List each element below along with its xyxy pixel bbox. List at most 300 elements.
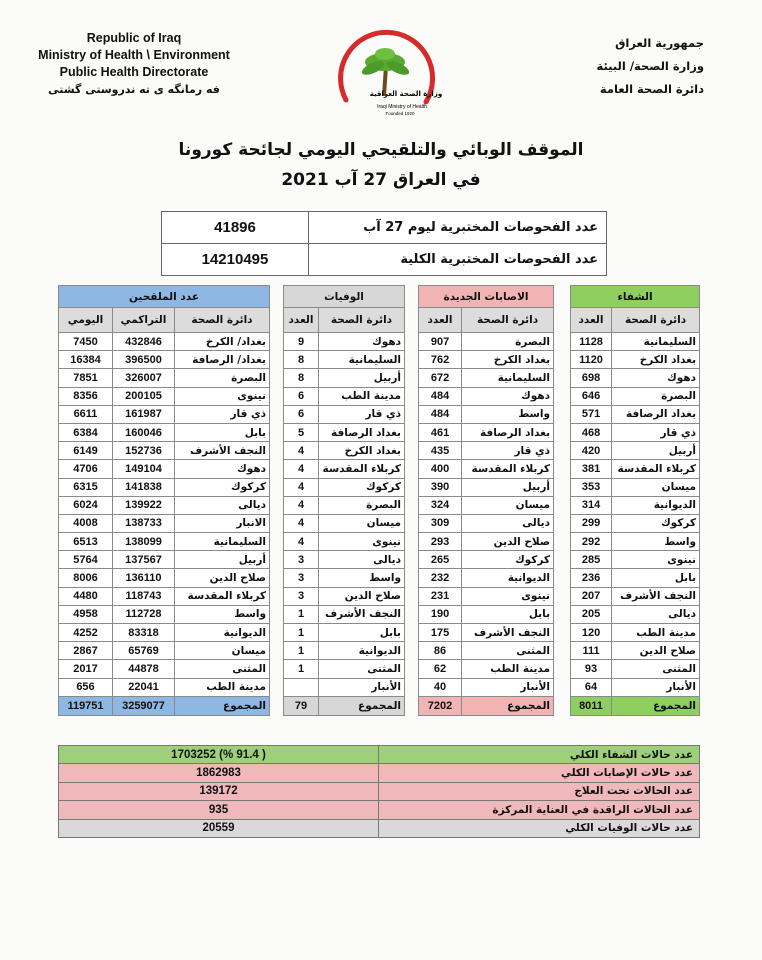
count-value: 4 (284, 514, 319, 532)
count-value: 152736 (113, 442, 175, 460)
directorate-name: البصرة (462, 333, 554, 351)
table-row (59, 496, 270, 514)
count-value: 236 (571, 569, 612, 587)
table-row (419, 423, 554, 441)
summary-label: عدد الحالات تحت العلاج (379, 782, 700, 800)
table-row (419, 624, 554, 642)
directorate-name: نينوى (175, 387, 270, 405)
summary-table (58, 745, 700, 838)
total-value: 3259077 (113, 696, 175, 715)
count-value: 7450 (59, 333, 113, 351)
count-value: 461 (419, 423, 462, 441)
table-row (284, 551, 405, 569)
directorate-name: مدينة الطب (175, 678, 270, 696)
deaths-total-row (284, 696, 405, 715)
tests-value: 14210495 (162, 244, 309, 276)
count-value: 7851 (59, 369, 113, 387)
count-value: 3 (284, 569, 319, 587)
table-row (59, 533, 270, 551)
count-value: 160046 (113, 423, 175, 441)
table-row (284, 642, 405, 660)
count-value: 3 (284, 587, 319, 605)
table-row (59, 369, 270, 387)
directorate-name: كربلاء المقدسة (462, 460, 554, 478)
count-value: 4 (284, 460, 319, 478)
directorate-name: السليمانية (319, 351, 405, 369)
table-row (571, 442, 700, 460)
header-en-line: Public Health Directorate (59, 65, 209, 79)
count-value: 5764 (59, 551, 113, 569)
directorate-name: ميسان (175, 642, 270, 660)
deaths-header-row (284, 308, 405, 333)
count-value: 137567 (113, 551, 175, 569)
count-value: 292 (571, 533, 612, 551)
directorate-name: بابل (175, 423, 270, 441)
table-row (571, 369, 700, 387)
table-row (59, 642, 270, 660)
logo-english-text: Iraqi Ministry of Health (377, 104, 427, 110)
directorate-name: بابل (612, 569, 700, 587)
count-value: 309 (419, 514, 462, 532)
new-cases-table (418, 285, 554, 716)
count-value: 907 (419, 333, 462, 351)
directorate-name: كربلاء المقدسة (319, 460, 405, 478)
count-value: 1120 (571, 351, 612, 369)
count-value: 646 (571, 387, 612, 405)
directorate-name: ميسان (462, 496, 554, 514)
directorate-name: كركوك (612, 514, 700, 532)
table-row (571, 478, 700, 496)
directorate-name: دهوك (175, 460, 270, 478)
header-en-line: Ministry of Health \ Environment (38, 48, 230, 62)
count-value (284, 678, 319, 696)
directorate-name: دهوك (462, 387, 554, 405)
table-row (571, 551, 700, 569)
total-label: المجموع (462, 696, 554, 715)
directorate-name: دهوك (612, 369, 700, 387)
summary-label: عدد حالات الإصابات الكلي (379, 764, 700, 782)
table-row (284, 442, 405, 460)
directorate-name: الديوانية (462, 569, 554, 587)
directorate-name: ذي قار (462, 442, 554, 460)
directorate-name: النجف الأشرف (612, 587, 700, 605)
summary-value: ( 91.4 %) 1703252 (59, 746, 379, 764)
directorate-name: واسط (319, 569, 405, 587)
directorate-name: البصرة (175, 369, 270, 387)
column-header: اليومي (59, 308, 113, 333)
directorate-name: أربيل (319, 369, 405, 387)
count-value: 265 (419, 551, 462, 569)
directorate-name: أربيل (175, 551, 270, 569)
tests-label: عدد الفحوصات المختبرية الكلية (309, 244, 607, 276)
count-value: 6611 (59, 405, 113, 423)
count-value: 698 (571, 369, 612, 387)
table-row (419, 605, 554, 623)
count-value: 4480 (59, 587, 113, 605)
count-value: 484 (419, 405, 462, 423)
directorate-name: مدينة الطب (612, 624, 700, 642)
table-row (284, 351, 405, 369)
tests-row (162, 212, 607, 244)
table-row (571, 351, 700, 369)
count-value: 149104 (113, 460, 175, 478)
count-value: 16384 (59, 351, 113, 369)
table-row (284, 587, 405, 605)
summary-row (59, 746, 700, 764)
table-row (59, 351, 270, 369)
directorate-name: المثنى (175, 660, 270, 678)
directorate-name: الانبار (175, 514, 270, 532)
count-value: 136110 (113, 569, 175, 587)
table-row (284, 423, 405, 441)
directorate-name: ذي قار (612, 423, 700, 441)
count-value: 400 (419, 460, 462, 478)
table-row (284, 333, 405, 351)
directorate-name: نينوى (462, 587, 554, 605)
table-row (571, 405, 700, 423)
ministry-logo-icon (318, 18, 448, 128)
table-row (59, 660, 270, 678)
directorate-name: الديوانية (175, 624, 270, 642)
count-value: 190 (419, 605, 462, 623)
directorate-name: مدينة الطب (462, 660, 554, 678)
table-row (284, 605, 405, 623)
header-english (34, 30, 234, 98)
directorate-name: المثنى (319, 660, 405, 678)
header-ar-line: وزارة الصحة/ البيئة (596, 59, 704, 73)
count-value: 138733 (113, 514, 175, 532)
count-value: 1 (284, 605, 319, 623)
count-value: 161987 (113, 405, 175, 423)
table-row (419, 496, 554, 514)
directorate-name: الأنبار (612, 678, 700, 696)
table-row (284, 624, 405, 642)
directorate-name: نينوى (612, 551, 700, 569)
table-row (284, 678, 405, 696)
directorate-name: المثنى (462, 642, 554, 660)
summary-label: عدد حالات الشفاء الكلي (379, 746, 700, 764)
table-row (571, 660, 700, 678)
table-row (284, 533, 405, 551)
logo-founded-text: Founded 1920 (385, 111, 415, 116)
deaths-title-row (284, 286, 405, 308)
table-row (59, 551, 270, 569)
table-row (419, 478, 554, 496)
cases-title-row (419, 286, 554, 308)
table-row (284, 460, 405, 478)
table-row (419, 387, 554, 405)
vaccinated-title: عدد الملقحين (59, 286, 270, 308)
summary-row (59, 819, 700, 837)
table-row (571, 605, 700, 623)
count-value: 6024 (59, 496, 113, 514)
directorate-name: الأنبار (319, 678, 405, 696)
count-value: 4 (284, 442, 319, 460)
table-row (419, 678, 554, 696)
directorate-name: السليمانية (612, 333, 700, 351)
count-value: 4 (284, 478, 319, 496)
directorate-name: ميسان (612, 478, 700, 496)
table-row (284, 387, 405, 405)
count-value: 118743 (113, 587, 175, 605)
column-header: دائرة الصحة (612, 308, 700, 333)
count-value: 5 (284, 423, 319, 441)
count-value: 326007 (113, 369, 175, 387)
total-label: المجموع (319, 696, 405, 715)
table-row (419, 369, 554, 387)
total-label: المجموع (175, 696, 270, 715)
count-value: 138099 (113, 533, 175, 551)
header-en-line: Republic of Iraq (86, 31, 182, 45)
directorate-name: ديالى (175, 496, 270, 514)
count-value: 86 (419, 642, 462, 660)
table-row (59, 423, 270, 441)
count-value: 6513 (59, 533, 113, 551)
table-row (284, 660, 405, 678)
count-value: 420 (571, 442, 612, 460)
table-row (59, 587, 270, 605)
count-value: 141838 (113, 478, 175, 496)
table-row (419, 405, 554, 423)
lab-tests-table (161, 211, 607, 276)
count-value: 1128 (571, 333, 612, 351)
table-row (59, 514, 270, 532)
count-value: 8 (284, 351, 319, 369)
total-value: 8011 (571, 696, 612, 715)
count-value: 432846 (113, 333, 175, 351)
directorate-name: بغداد/ الكرخ (175, 333, 270, 351)
count-value: 9 (284, 333, 319, 351)
table-row (571, 460, 700, 478)
count-value: 571 (571, 405, 612, 423)
column-header: التراكمي (113, 308, 175, 333)
directorate-name: النجف الأشرف (462, 624, 554, 642)
summary-label: عدد حالات الوفيات الكلي (379, 819, 700, 837)
cases-title: الاصابات الجديدة (419, 286, 554, 308)
table-row (59, 405, 270, 423)
count-value: 6315 (59, 478, 113, 496)
table-row (419, 642, 554, 660)
column-header: العدد (571, 308, 612, 333)
table-row (419, 660, 554, 678)
directorate-name: ميسان (319, 514, 405, 532)
total-label: المجموع (612, 696, 700, 715)
table-row (59, 478, 270, 496)
table-row (284, 496, 405, 514)
total-value: 7202 (419, 696, 462, 715)
count-value: 93 (571, 660, 612, 678)
directorate-name: الديوانية (319, 642, 405, 660)
directorate-name: واسط (175, 605, 270, 623)
summary-row (59, 782, 700, 800)
count-value: 484 (419, 387, 462, 405)
column-header: دائرة الصحة (319, 308, 405, 333)
directorate-name: صلاح الدين (612, 642, 700, 660)
count-value: 4252 (59, 624, 113, 642)
directorate-name: كربلاء المقدسة (612, 460, 700, 478)
directorate-name: كربلاء المقدسة (175, 587, 270, 605)
count-value: 1 (284, 660, 319, 678)
cases-header-row (419, 308, 554, 333)
count-value: 8356 (59, 387, 113, 405)
count-value: 232 (419, 569, 462, 587)
directorate-name: بغداد/ الرصافة (175, 351, 270, 369)
count-value: 2017 (59, 660, 113, 678)
recovered-total-row (571, 696, 700, 715)
count-value: 381 (571, 460, 612, 478)
recovered-title: الشفاء (571, 286, 700, 308)
table-row (419, 587, 554, 605)
count-value: 285 (571, 551, 612, 569)
column-header: العدد (284, 308, 319, 333)
directorate-name: السليمانية (462, 369, 554, 387)
count-value: 44878 (113, 660, 175, 678)
tests-label: عدد الفحوصات المختبرية ليوم 27 آب (309, 212, 607, 244)
table-row (419, 442, 554, 460)
directorate-name: ديالى (462, 514, 554, 532)
directorate-name: بغداد الرصافة (612, 405, 700, 423)
count-value: 112728 (113, 605, 175, 623)
column-header: دائرة الصحة (175, 308, 270, 333)
table-row (571, 624, 700, 642)
table-row (59, 442, 270, 460)
directorate-name: النجف الأشرف (319, 605, 405, 623)
directorate-name: واسط (462, 405, 554, 423)
count-value: 207 (571, 587, 612, 605)
count-value: 139922 (113, 496, 175, 514)
directorate-name: بغداد الكرخ (462, 351, 554, 369)
count-value: 4958 (59, 605, 113, 623)
table-row (284, 478, 405, 496)
count-value: 6 (284, 387, 319, 405)
table-row (419, 569, 554, 587)
summary-value: 139172 (59, 782, 379, 800)
table-row (571, 514, 700, 532)
count-value: 200105 (113, 387, 175, 405)
table-row (59, 569, 270, 587)
table-row (59, 333, 270, 351)
table-row (419, 514, 554, 532)
directorate-name: بابل (462, 605, 554, 623)
table-row (571, 496, 700, 514)
logo-arabic-text: وزارة الصحة العراقية (369, 90, 443, 98)
table-row (571, 642, 700, 660)
table-row (571, 587, 700, 605)
total-value: 79 (284, 696, 319, 715)
table-row (419, 351, 554, 369)
directorate-name: بغداد الرصافة (462, 423, 554, 441)
count-value: 672 (419, 369, 462, 387)
table-row (571, 423, 700, 441)
table-row (419, 333, 554, 351)
count-value: 4008 (59, 514, 113, 532)
count-value: 353 (571, 478, 612, 496)
count-value: 175 (419, 624, 462, 642)
table-row (284, 369, 405, 387)
total-value: 119751 (59, 696, 113, 715)
count-value: 435 (419, 442, 462, 460)
count-value: 314 (571, 496, 612, 514)
summary-value: 1862983 (59, 764, 379, 782)
directorate-name: بغداد الكرخ (612, 351, 700, 369)
directorate-name: مدينة الطب (319, 387, 405, 405)
table-row (284, 405, 405, 423)
directorate-name: ذي قار (175, 405, 270, 423)
count-value: 65769 (113, 642, 175, 660)
table-row (284, 514, 405, 532)
recovered-table (570, 285, 700, 716)
header-ar-line: جمهورية العراق (615, 36, 704, 50)
directorate-name: ديالى (612, 605, 700, 623)
vaccinated-table (58, 285, 270, 716)
directorate-name: كركوك (462, 551, 554, 569)
header-kurdish-line: فه رمانگه ی ته ندروستی گشتی (48, 83, 220, 96)
header-ar-line: دائرة الصحة العامة (599, 82, 704, 96)
directorate-name: بغداد الكرخ (319, 442, 405, 460)
count-value: 64 (571, 678, 612, 696)
directorate-name: ديالى (319, 551, 405, 569)
directorate-name: البصرة (612, 387, 700, 405)
directorate-name: ذي قار (319, 405, 405, 423)
directorate-name: المثنى (612, 660, 700, 678)
count-value: 4 (284, 533, 319, 551)
table-row (59, 624, 270, 642)
table-row (571, 678, 700, 696)
directorate-name: بابل (319, 624, 405, 642)
count-value: 8006 (59, 569, 113, 587)
count-value: 762 (419, 351, 462, 369)
directorate-name: واسط (612, 533, 700, 551)
table-row (419, 460, 554, 478)
recovered-title-row (571, 286, 700, 308)
count-value: 6149 (59, 442, 113, 460)
directorate-name: صلاح الدين (462, 533, 554, 551)
count-value: 6384 (59, 423, 113, 441)
directorate-name: السليمانية (175, 533, 270, 551)
count-value: 324 (419, 496, 462, 514)
vaccinated-total-row (59, 696, 270, 715)
summary-value: 20559 (59, 819, 379, 837)
summary-row (59, 764, 700, 782)
table-row (59, 605, 270, 623)
count-value: 656 (59, 678, 113, 696)
count-value: 6 (284, 405, 319, 423)
table-row (571, 533, 700, 551)
report-title: الموقف الوبائي والتلقيحي اليومي لجائحة كورونا (178, 140, 584, 160)
directorate-name: كركوك (175, 478, 270, 496)
count-value: 231 (419, 587, 462, 605)
deaths-title: الوفيات (284, 286, 405, 308)
table-row (571, 387, 700, 405)
directorate-name: النجف الأشرف (175, 442, 270, 460)
count-value: 3 (284, 551, 319, 569)
deaths-table (283, 285, 405, 716)
directorate-name: صلاح الدين (175, 569, 270, 587)
vaccinated-title-row (59, 286, 270, 308)
count-value: 40 (419, 678, 462, 696)
directorate-name: كركوك (319, 478, 405, 496)
count-value: 4706 (59, 460, 113, 478)
directorate-name: بغداد الرصافة (319, 423, 405, 441)
count-value: 299 (571, 514, 612, 532)
table-row (571, 333, 700, 351)
directorate-name: أربيل (612, 442, 700, 460)
cases-total-row (419, 696, 554, 715)
count-value: 4 (284, 496, 319, 514)
count-value: 22041 (113, 678, 175, 696)
directorate-name: صلاح الدين (319, 587, 405, 605)
column-header: دائرة الصحة (462, 308, 554, 333)
